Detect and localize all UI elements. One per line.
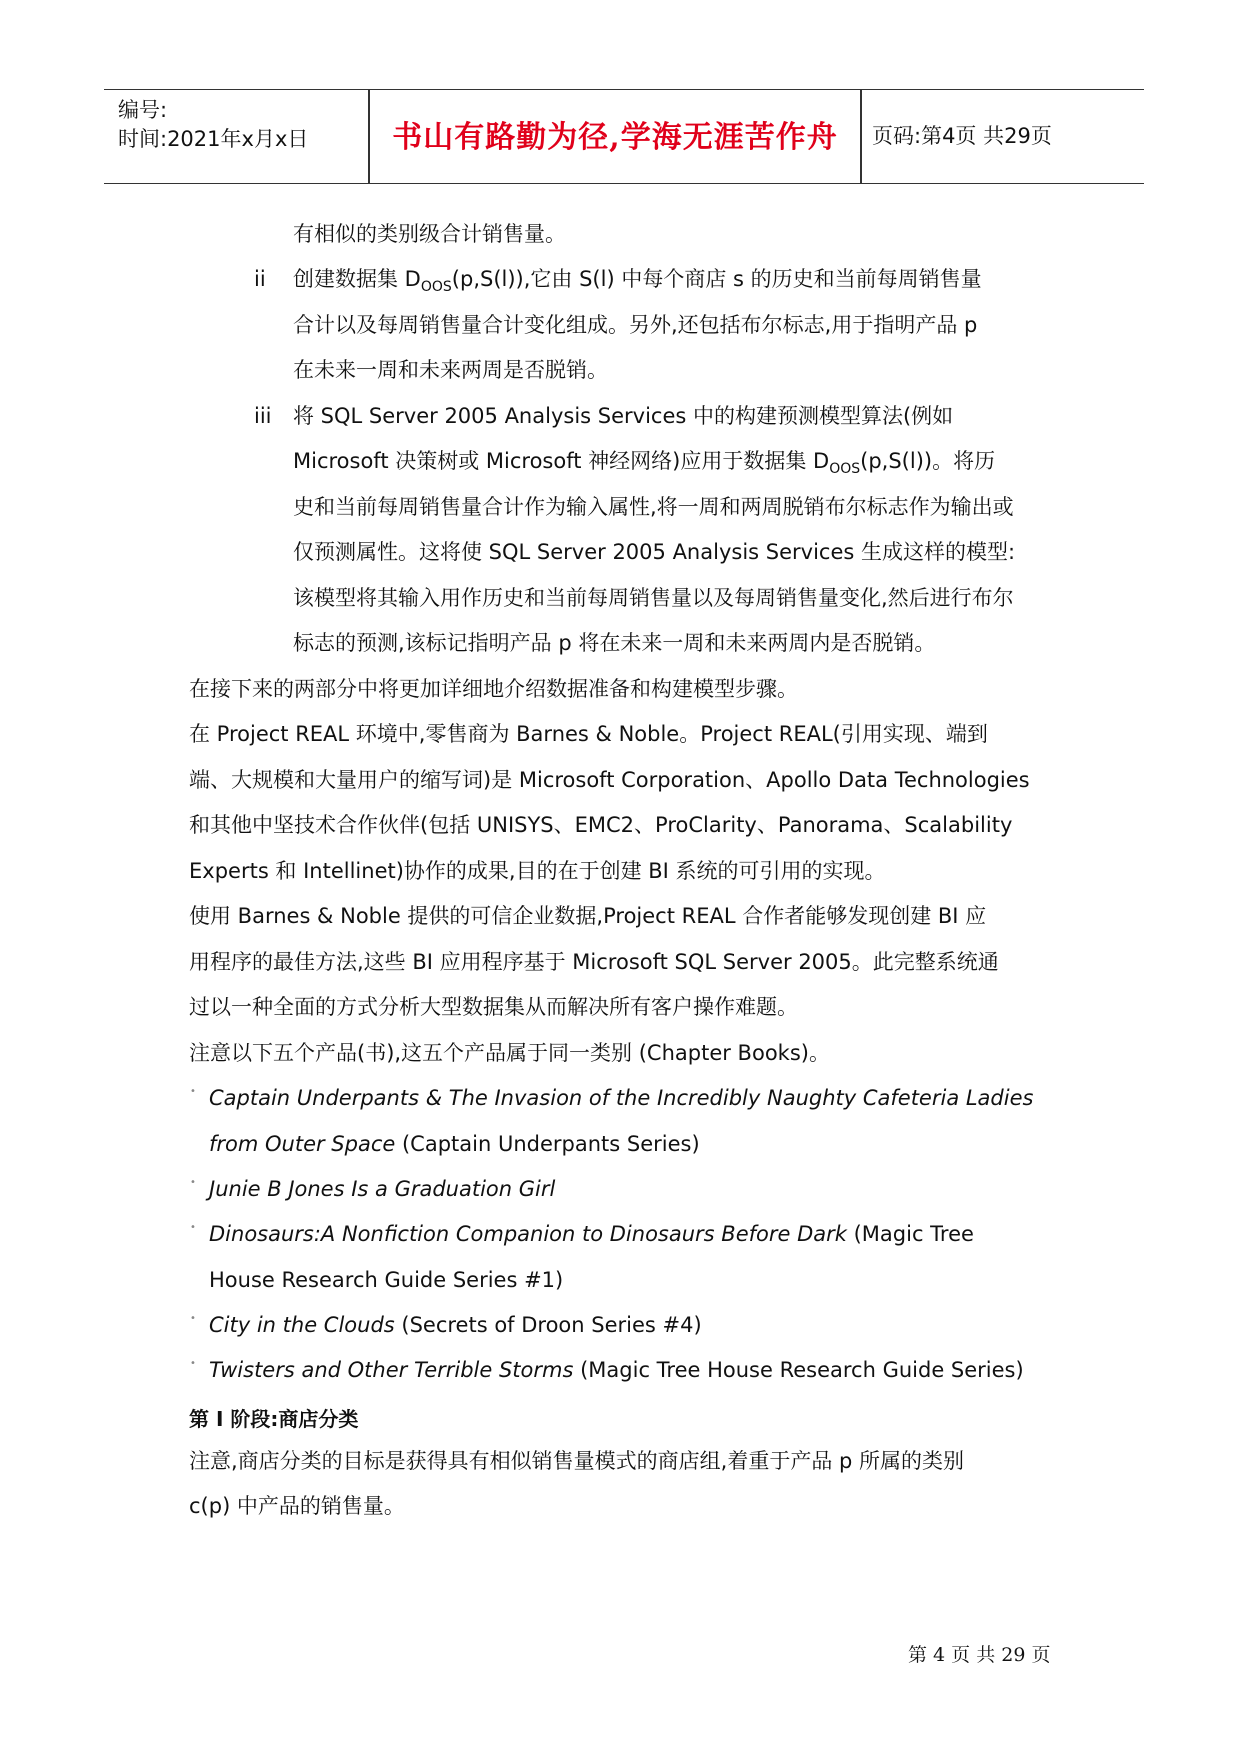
list-item bbox=[209, 1084, 1033, 1113]
paragraph-line: 和其他中坚技术合作伙伴(包括 UNISYS、EMC2、ProClarity、Panorama、Scalability bbox=[189, 813, 1013, 837]
paragraph-line: 史和当前每周销售量合计作为输入属性,将一周和两周脱销布尔标志作为输出或 bbox=[293, 495, 1014, 519]
list-item bbox=[209, 1220, 974, 1249]
header-motto: 书山有路勤为径,学海无涯苦作舟 bbox=[392, 120, 838, 155]
paragraph-line: 端、大规模和大量用户的缩写词)是 Microsoft Corporation、Apollo Data Technologies bbox=[189, 768, 1030, 792]
paragraph-line bbox=[293, 447, 995, 484]
book-series: (Magic Tree House Research Guide Series) bbox=[573, 1358, 1024, 1382]
header-meta bbox=[118, 96, 308, 154]
book-title: City in the Clouds bbox=[209, 1313, 395, 1337]
paragraph-line: 将 SQL Server 2005 Analysis Services 中的构建预测模型算法(例如 bbox=[293, 404, 954, 428]
book-series: (Secrets of Droon Series #4) bbox=[394, 1313, 702, 1337]
paragraph-line: 该模型将其输入用作历史和当前每周销售量以及每周销售量变化,然后进行布尔 bbox=[293, 586, 1014, 610]
text-span: 创建数据集 D bbox=[293, 267, 421, 291]
page-footer-number: 第 4 页 共 29 页 bbox=[908, 1644, 1051, 1666]
list-marker-ii: ii bbox=[254, 267, 266, 291]
text-span: (p,S(l)),它由 S(l) 中每个商店 s 的历史和当前每周销售量 bbox=[451, 267, 982, 291]
paragraph-line bbox=[293, 265, 982, 302]
subscript: OOS bbox=[829, 461, 861, 477]
section-heading: 第 I 阶段:商店分类 bbox=[189, 1407, 359, 1431]
header-divider bbox=[860, 90, 862, 183]
book-title: Twisters and Other Terrible Storms bbox=[209, 1358, 574, 1382]
page-header bbox=[104, 89, 1144, 184]
list-item bbox=[209, 1130, 700, 1159]
paragraph-line: Experts 和 Intellinet)协作的成果,目的在于创建 BI 系统的可引用的实现。 bbox=[189, 859, 886, 883]
book-series: (Magic Tree bbox=[846, 1222, 974, 1246]
bullet-dot: • bbox=[190, 1313, 196, 1324]
paragraph-line: c(p) 中产品的销售量。 bbox=[189, 1494, 405, 1518]
paragraph-line: 注意以下五个产品(书),这五个产品属于同一类别 (Chapter Books)。 bbox=[189, 1041, 830, 1065]
paragraph-line: 有相似的类别级合计销售量。 bbox=[293, 222, 566, 246]
subscript: OOS bbox=[420, 279, 452, 295]
bullet-dot: • bbox=[190, 1086, 196, 1097]
book-series: (Captain Underpants Series) bbox=[395, 1132, 700, 1156]
paragraph-line: 使用 Barnes & Noble 提供的可信企业数据,Project REAL 合作者能够发现创建 BI 应 bbox=[189, 904, 987, 928]
list-marker-iii: iii bbox=[254, 404, 272, 428]
list-item bbox=[209, 1175, 555, 1204]
paragraph-line: 用程序的最佳方法,这些 BI 应用程序基于 Microsoft SQL Server 2005。此完整系统通 bbox=[189, 950, 999, 974]
header-page-label: 页码:第4页 共29页 bbox=[872, 124, 1052, 148]
text-span: (p,S(l))。将历 bbox=[860, 449, 996, 473]
bullet-dot: • bbox=[190, 1222, 196, 1233]
bullet-dot: • bbox=[190, 1358, 196, 1369]
book-title: Dinosaurs:A Nonfiction Companion to Dinosaurs Before Dark bbox=[209, 1222, 847, 1246]
paragraph-line: 在接下来的两部分中将更加详细地介绍数据准备和构建模型步骤。 bbox=[189, 677, 798, 701]
book-title: Junie B Jones Is a Graduation Girl bbox=[209, 1177, 556, 1201]
paragraph-line: 标志的预测,该标记指明产品 p 将在未来一周和未来两周内是否脱销。 bbox=[293, 631, 936, 655]
paragraph-line: 在未来一周和未来两周是否脱销。 bbox=[293, 358, 608, 382]
list-item: House Research Guide Series #1) bbox=[209, 1268, 564, 1292]
book-title: from Outer Space bbox=[209, 1132, 396, 1156]
list-item bbox=[209, 1311, 702, 1340]
header-number-label: 编号: bbox=[118, 98, 168, 122]
paragraph-line: 仅预测属性。这将使 SQL Server 2005 Analysis Services 生成这样的模型: bbox=[293, 540, 1016, 564]
text-span: Microsoft 决策树或 Microsoft 神经网络)应用于数据集 D bbox=[293, 449, 830, 473]
bullet-dot: • bbox=[190, 1177, 196, 1188]
list-item bbox=[209, 1356, 1024, 1385]
header-date-label: 时间:2021年x月x日 bbox=[118, 127, 309, 151]
paragraph-line: 在 Project REAL 环境中,零售商为 Barnes & Noble。Project REAL(引用实现、端到 bbox=[189, 722, 988, 746]
paragraph-line: 过以一种全面的方式分析大型数据集从而解决所有客户操作难题。 bbox=[189, 995, 798, 1019]
paragraph-line: 注意,商店分类的目标是获得具有相似销售量模式的商店组,着重于产品 p 所属的类别 bbox=[189, 1449, 965, 1473]
book-title: Captain Underpants & The Invasion of the Incredibly Naughty Cafeteria Ladies bbox=[209, 1086, 1034, 1110]
paragraph-line: 合计以及每周销售量合计变化组成。另外,还包括布尔标志,用于指明产品 p bbox=[293, 313, 978, 337]
